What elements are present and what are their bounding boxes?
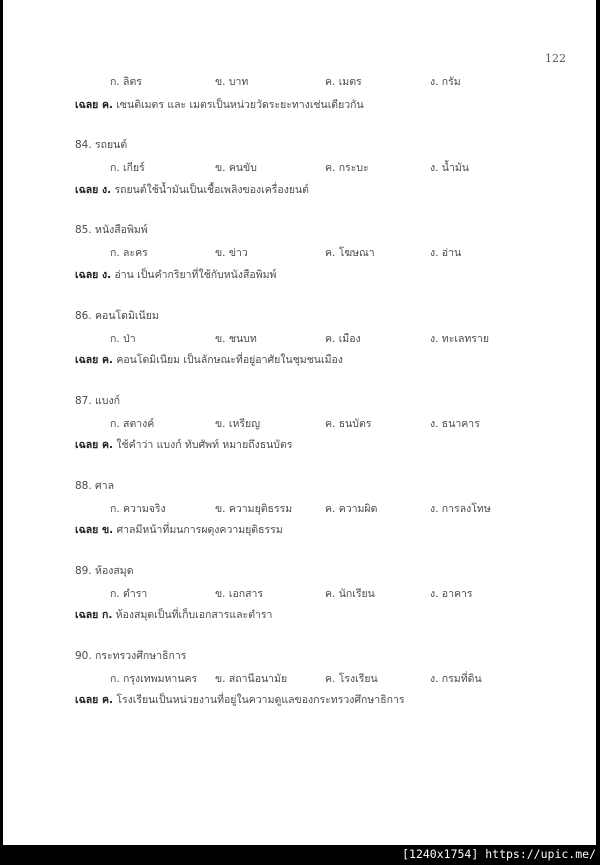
option-c: ค. เมตร	[325, 76, 362, 88]
option-a: ก. ตำรา	[110, 588, 148, 600]
answer-text: เซนติเมตร และ เมตรเป็นหน่วยวัดระยะทางเช่นเดียวกัน	[113, 99, 364, 111]
answer-line	[75, 266, 276, 283]
option-c: ค. โรงเรียน	[325, 673, 378, 685]
option-a: ก. เกียร์	[110, 162, 145, 174]
answer-label: เฉลย ง.	[75, 269, 112, 281]
answer-line	[75, 96, 364, 113]
answer-label: เฉลย ข.	[75, 524, 114, 536]
options-row	[3, 585, 596, 599]
question-title: 89. ห้องสมุด	[75, 565, 134, 577]
option-d: ง. อ่าน	[430, 247, 462, 259]
option-d: ง. กรัม	[430, 76, 461, 88]
options-row	[3, 415, 596, 429]
answer-line	[75, 691, 405, 708]
question-title: 85. หนังสือพิมพ์	[75, 224, 148, 236]
options-row	[3, 73, 596, 87]
options-row	[3, 670, 596, 684]
answer-line	[75, 606, 272, 623]
option-b: ข. ข่าว	[215, 247, 248, 259]
answer-label: เฉลย ง.	[75, 184, 112, 196]
option-a: ก. สตางค์	[110, 418, 155, 430]
option-c: ค. กระบะ	[325, 162, 369, 174]
host-url[interactable]: https://upic.me/	[485, 847, 596, 861]
option-c: ค. นักเรียน	[325, 588, 375, 600]
option-d: ง. การลงโทษ	[430, 503, 491, 515]
option-b: ข. เหรียญ	[215, 418, 261, 430]
options-row	[3, 159, 596, 173]
options-row	[3, 500, 596, 514]
answer-label: เฉลย ค.	[75, 354, 113, 366]
options-row	[3, 330, 596, 344]
option-d: ง. ธนาคาร	[430, 418, 480, 430]
option-c: ค. เมือง	[325, 333, 361, 345]
footer-caption	[402, 847, 596, 861]
answer-text: ใช้คำว่า แบงก์ ทับศัพท์ หมายถึงธนบัตร	[113, 439, 293, 451]
answer-label: เฉลย ค.	[75, 99, 113, 111]
page-number: 122	[545, 52, 566, 65]
image-host-footer	[0, 845, 600, 865]
question-title: 87. แบงก์	[75, 395, 120, 407]
option-d: ง. กรมที่ดิน	[430, 673, 482, 685]
option-b: ข. ชนบท	[215, 333, 257, 345]
option-b: ข. คนขับ	[215, 162, 257, 174]
question-title: 88. ศาล	[75, 480, 115, 492]
answer-line	[75, 351, 343, 368]
answer-line	[75, 436, 292, 453]
answer-text: รถยนต์ใช้น้ำมันเป็นเชื้อเพลิงของเครื่องยนต์	[111, 184, 309, 196]
option-a: ก. ความจริง	[110, 503, 166, 515]
option-b: ข. เอกสาร	[215, 588, 264, 600]
answer-text: อ่าน เป็นคำกริยาที่ใช้กับหนังสือพิมพ์	[111, 269, 277, 281]
option-c: ค. ธนบัตร	[325, 418, 372, 430]
answer-text: คอนโดมิเนียม เป็นลักษณะที่อยู่อาศัยในชุมชนเมือง	[113, 354, 343, 366]
option-a: ก. ลิตร	[110, 76, 142, 88]
option-b: ข. ความยุติธรรม	[215, 503, 293, 515]
option-b: ข. สถานีอนามัย	[215, 673, 288, 685]
document-page	[3, 0, 596, 845]
option-a: ก. ป่า	[110, 333, 136, 345]
answer-label: เฉลย ค.	[75, 694, 113, 706]
question-title: 90. กระทรวงศึกษาธิการ	[75, 650, 187, 662]
option-c: ค. ความผิด	[325, 503, 378, 515]
question-title: 86. คอนโดมิเนียม	[75, 310, 159, 322]
option-d: ง. น้ำมัน	[430, 162, 469, 174]
answer-text: โรงเรียนเป็นหน่วยงานที่อยู่ในความดูแลของกระทรวงศึกษาธิการ	[113, 694, 405, 706]
option-d: ง. อาคาร	[430, 588, 473, 600]
answer-text: ศาลมีหน้าที่มนการผดุงความยุติธรรม	[113, 524, 283, 536]
question-title: 84. รถยนต์	[75, 139, 128, 151]
option-d: ง. ทะเลทราย	[430, 333, 489, 345]
option-a: ก. กรุงเทพมหานคร	[110, 673, 198, 685]
answer-label: เฉลย ค.	[75, 439, 113, 451]
options-row	[3, 244, 596, 258]
answer-line	[75, 181, 309, 198]
option-c: ค. โฆษณา	[325, 247, 375, 259]
answer-text: ห้องสมุดเป็นที่เก็บเอกสารและตำรา	[112, 609, 273, 621]
option-b: ข. บาท	[215, 76, 249, 88]
answer-label: เฉลย ก.	[75, 609, 113, 621]
answer-line	[75, 521, 283, 538]
option-a: ก. ละคร	[110, 247, 148, 259]
image-dimensions: [1240x1754]	[402, 847, 479, 861]
